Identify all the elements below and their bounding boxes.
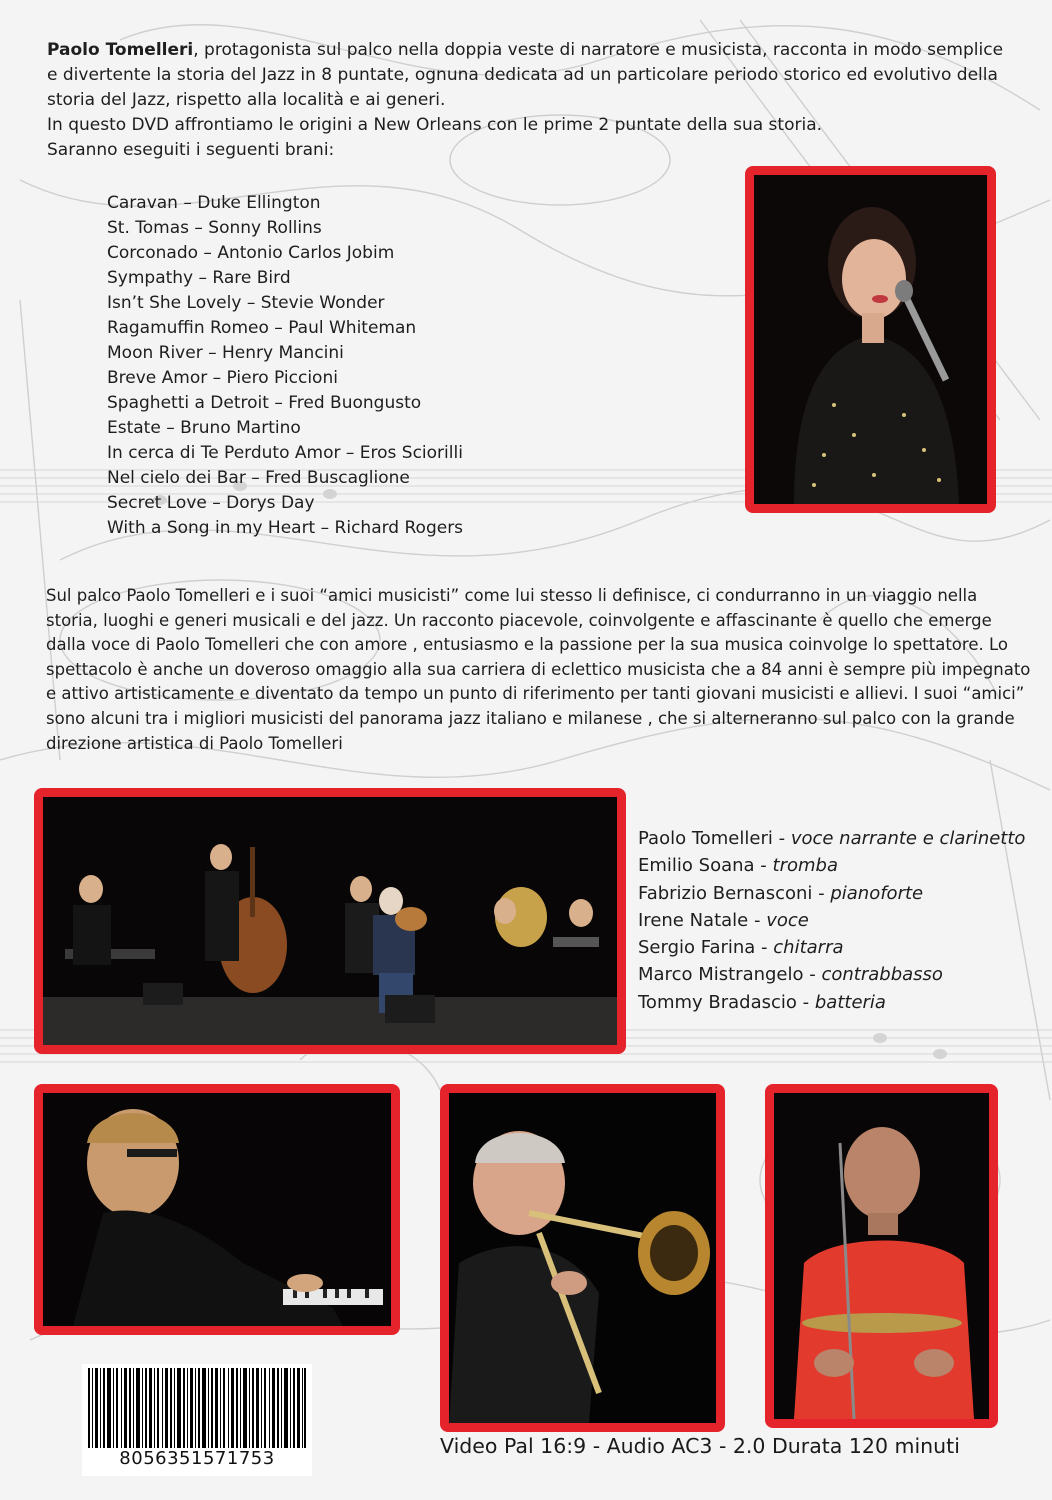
- credit-separator: -: [748, 909, 767, 931]
- barcode: [82, 1364, 312, 1476]
- track-item: Nel cielo dei Bar – Fred Buscaglione: [107, 468, 410, 488]
- track-item: Corconado – Antonio Carlos Jobim: [107, 243, 395, 263]
- drummer-photo: [765, 1084, 998, 1428]
- credit-separator: -: [812, 882, 831, 904]
- track-item: Moon River – Henry Mancini: [107, 343, 344, 363]
- musician-role: chitarra: [773, 937, 844, 959]
- track-item: With a Song in my Heart – Richard Rogers: [107, 518, 464, 538]
- musician-name: Fabrizio Bernasconi: [638, 882, 813, 904]
- track-item: Secret Love – Dorys Day: [107, 493, 315, 513]
- credit-item: [638, 907, 1025, 934]
- credit-item: [638, 852, 1025, 879]
- barcode-bars: [88, 1368, 306, 1448]
- dvd-description: In questo DVD affrontiamo le origini a New Orleans con le prime 2 puntate della sua storia.: [47, 115, 823, 135]
- barcode-number: 8056351571753: [119, 1448, 275, 1469]
- track-item: St. Tomas – Sonny Rollins: [107, 218, 322, 238]
- musician-role: batteria: [814, 991, 886, 1013]
- credit-item: [638, 989, 1025, 1016]
- track-list: [107, 191, 463, 541]
- pianist-photo: [34, 1084, 400, 1335]
- musician-name: Irene Natale: [638, 909, 749, 931]
- track-item: Ragamuffin Romeo – Paul Whiteman: [107, 318, 417, 338]
- author-name: Paolo Tomelleri: [47, 40, 194, 60]
- tech-specs: Video Pal 16:9 - Audio AC3 - 2.0 Durata 120 minuti: [440, 1434, 960, 1458]
- credit-item: [638, 961, 1025, 988]
- intro-lead: , protagonista sul palco nella doppia veste di narratore e musicista, racconta in modo semplice e divertente la storia del Jazz in 8 puntate, ognuna dedicata ad un particolare periodo storico ed evolutivo della storia del Jazz, rispetto alla località e ai generi.: [47, 40, 1004, 110]
- track-item: Estate – Bruno Martino: [107, 418, 301, 438]
- description-paragraph: Sul palco Paolo Tomelleri e i suoi “amici musicisti” come lui stesso li definisce, ci condurranno in un viaggio nella storia, luoghi e generi musicali e del jazz. Un racconto piacevole, coinvolgente e affascinante è quello che emerge dalla voce di Paolo Tomelleri che con amore , entusiasmo e la passione per la sua musica coinvolge lo spettatore. Lo spettacolo è anche un doveroso omaggio alla sua carriera di eclettico musicista che a 84 anni è sempre più impegnato e attivo artisticamente e diventato da tempo un punto di riferimento per tanti giovani musicisti e allievi. I suoi “amici” sono alcuni tra i migliori musicisti del panorama jazz italiano e milanese , che si alterneranno sul palco con la grande direzione artistica di Paolo Tomelleri: [46, 586, 1031, 753]
- credit-separator: -: [803, 964, 822, 986]
- credit-separator: -: [755, 937, 774, 959]
- musician-name: Marco Mistrangelo: [638, 964, 804, 986]
- track-item: Isn’t She Lovely – Stevie Wonder: [107, 293, 385, 313]
- credit-item: [638, 880, 1025, 907]
- musician-role: voce narrante e clarinetto: [790, 828, 1026, 849]
- credit-separator: -: [754, 855, 773, 877]
- track-item: In cerca di Te Perduto Amor – Eros Sciorilli: [107, 443, 463, 463]
- trombonist-photo: [440, 1084, 725, 1432]
- musician-name: Emilio Soana: [638, 855, 755, 877]
- intro-text: [47, 38, 1017, 163]
- track-item: Sympathy – Rare Bird: [107, 268, 291, 288]
- credit-separator: -: [772, 828, 791, 849]
- credit-item: [638, 934, 1025, 961]
- musician-role: tromba: [772, 855, 838, 877]
- musician-name: Paolo Tomelleri: [638, 828, 773, 849]
- musician-name: Tommy Bradascio: [638, 991, 797, 1013]
- musician-role: voce: [766, 909, 809, 931]
- credit-item: [638, 825, 1025, 852]
- musician-role: pianoforte: [830, 882, 924, 904]
- track-item: Spaghetti a Detroit – Fred Buongusto: [107, 393, 422, 413]
- credits-list: [638, 825, 1025, 1016]
- musician-name: Sergio Farina: [638, 937, 756, 959]
- band-photo: [34, 788, 626, 1054]
- tracks-heading: Saranno eseguiti i seguenti brani:: [47, 140, 335, 160]
- track-item: Caravan – Duke Ellington: [107, 193, 321, 213]
- track-item: Breve Amor – Piero Piccioni: [107, 368, 338, 388]
- musician-role: contrabbasso: [821, 964, 943, 986]
- singer-photo: [745, 166, 996, 513]
- credit-separator: -: [796, 991, 815, 1013]
